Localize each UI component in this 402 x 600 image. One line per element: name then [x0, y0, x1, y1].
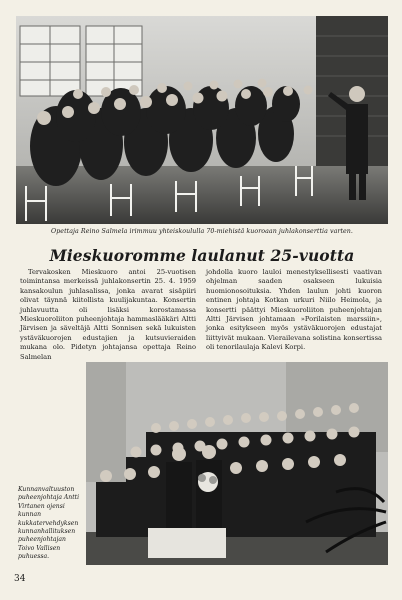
article-paragraph-right: johdolla kuoro lauloi menestyksellisesti vaativan ohjelman saaden osakseen lukuisia huomionosoituksia. Yhden laulun johti kuoron entinen johtaja Kotkan urkuri Niilo Heimola, ja konsertti päättyi Mieskuoroliiton puheenjohtajan Altti Järvisen johtamaan »Porilaisten marssiin», jonka esitykseen myös ystäväkuorojen edustajat liittyivät mukaan. Vierailevana solistina konsertissa oli tenorilaulaja Kalevi Korpi.: [206, 268, 382, 352]
photo-caption: Opettaja Reino Salmela irimmuu yhteiskoululla 70-miehistä kuoroaan juhlakonserttia varten.: [51, 228, 353, 235]
article-paragraph-left: Tervakosken Mieskuoro antoi 25-vuotisen toimintansa merkeissä juhlakonsertin 25. 4. 1959 kansakoulun juhlasalissa, jonka avarat sisäpiiri olivat täynnä kiitollista kuulijakuntaa. Konsertin juhlavuutta oli lisäksi korostamassa Mieskuoroliiton puheenjohtaja hammaslääkäri Altti Järvisen ja säveltäjä Altti Sonnisen sekä lukuisten ystäväkuorojen edustajien ja kutsuvieraiden mukana olo. Pidetyn johtajansa opettaja Reino Salmelan: [20, 268, 196, 361]
concert-ceremony-photo: [86, 362, 388, 565]
choir-rehearsal-photo: [16, 16, 388, 224]
choir-rehearsal-image: [16, 16, 388, 224]
concert-ceremony-image: [86, 362, 388, 565]
ceremony-photo-caption: Kunnanvaltuuston puheenjohtaja Antti Virtanen ojensi kunnan kukkatervehdyksen kunnanhallituksen puheenjohtajan Toivo Vallisen puhuessa.: [18, 486, 80, 561]
article-headline: Mieskuoromme laulanut 25-vuotta: [49, 246, 355, 265]
page-number: 34: [14, 574, 26, 584]
